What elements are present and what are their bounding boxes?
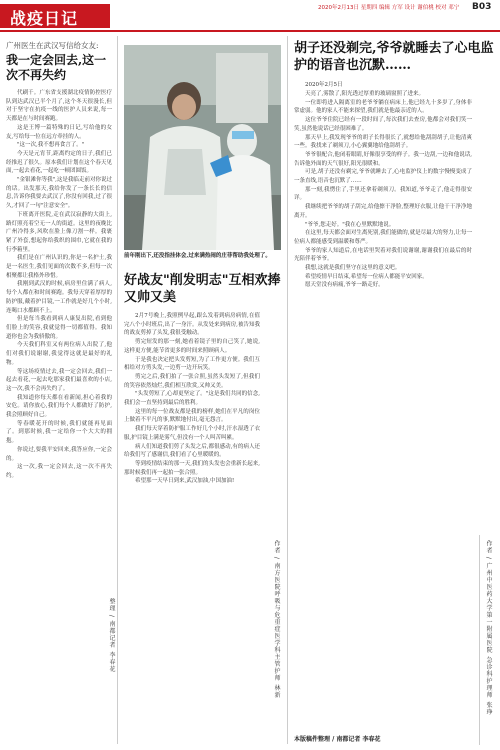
paragraph: 代刷千。广东省支援湖北疫情防控医疗队到达武汉已半个月了,这个冬天很漫长,但对于坚守在抗疫一线的医护人员来说,每一天都是在与时间赛跑。: [6, 90, 112, 123]
paragraph: 可是,胡子还没有剃完,爷爷就睡去了,心电监护仪上的数字慢慢变成了一条直线,语音也沉默了……: [294, 169, 472, 185]
article-middle: [124, 272, 281, 745]
paragraph: 那天早上,我发现爷爷的胡子长得很长了,就想给他刮刮胡子,让他清爽一些。我找来了剃须刀,小心翼翼地给他刮胡子。: [294, 134, 472, 150]
paragraph: 但是每当我看到病人康复出院,看到他们脸上的笑容,我就觉得一切都值得。我知道你也会为我骄傲的。: [6, 316, 112, 340]
paragraph: 我们每天穿着防护服工作好几个小时,汗水湿透了衣服,护目镜上满是雾气,但没有一个人叫苦叫累。: [124, 426, 260, 441]
article-title: 我一定会回去,这一次不再失约: [6, 53, 107, 82]
paragraph: "这一次,我不想再食言了。": [17, 142, 85, 149]
paragraph: 我刚到武汉的时候,病房里住满了病人,每个人都在和时间赛跑。我每天穿着厚厚的防护服,戴着护目镜,一工作就是好几个小时,连喝口水都顾不上。: [6, 281, 112, 314]
article-left: [6, 40, 112, 745]
paragraph: 这里的每一位战友都是我的榜样,她们在平凡的岗位上做着不平凡的事,默默地付出,毫无怨言。: [124, 408, 260, 424]
paragraph: 爷爷很配合,他闭着眼睛,好像很享受的样子。我一边刮,一边和他说话,告诉他外面的天气很好,阳光很暖和。: [294, 151, 472, 167]
paragraph: 这一次,我一定会回去,这一次不再失约。: [6, 464, 112, 479]
paragraph: 愿天堂没有病痛,爷爷一路走好。: [305, 282, 384, 289]
article-body: [6, 89, 112, 481]
paragraph: 希望疫情早日结束,希望每一位病人都能平安回家。: [305, 273, 428, 280]
masthead: [0, 0, 500, 30]
article-title: 胡子还没剃完,爷爷就睡去了心电监护的语音也沉默……: [294, 41, 494, 73]
paragraph: 你说过,要我平安回来,我答应你,一定会的。: [6, 446, 112, 462]
paragraph: "金银滩你等我",这是我临走前对你说过的话。出发那天,我给你发了一条长长的信息,告诉你我要去武汉了,你没有回我,过了很久,才回了一句"注意安全"。: [6, 177, 112, 210]
paragraph: 我继续把爷爷的胡子刮完,给他擦干净脸,整理好衣服,让他干干净净地离开。: [294, 204, 472, 219]
article-byline: 整理 / 南都记者 李春花: [108, 598, 115, 673]
article-right: [294, 40, 494, 745]
column-divider: [287, 36, 288, 744]
paragraph: 我们是在广州认识的,你是一名护士,我是一名医生,我们见面的次数不多,但每一次相聚都让我格外珍惜。: [6, 255, 112, 279]
paragraph: 我知道你每天都在看新闻,担心着我的安危。请你放心,我们每个人都做好了防护,我会照顾好自己。: [6, 394, 112, 419]
column-divider: [117, 36, 118, 744]
paragraph: 等春暖花开的时候,我们就能再见面了。到那时候,我一定给你一个大大的拥抱。: [6, 420, 112, 445]
photo-caption: 前年刚出下,还没指挂体会,过来满热闹的庄菲帮助我处理了。: [124, 253, 271, 259]
photo-image: [124, 45, 281, 250]
paragraph: 这位爷爷住院已经有一段时间了,每次我们去查房,他都会对我们笑一笑,虽然他说话已经很困难了。: [294, 117, 472, 132]
article-date: 2020年2月5日: [305, 82, 343, 88]
paragraph: 等到疫情结束的那一天,我们的头发也会重新长起来,那时候我们再一起拍一张合照。: [124, 460, 260, 476]
paragraph: 今天是元宵节,距离约定的日子,我们已经推迟了很久。原本我们计划在这个春天见面,一起去看花,一起吃一顿团圆饭。: [6, 150, 112, 175]
paragraph: 于是我也决定把头发剪短,为了工作更方便。我们互相给对方剪头发,一边剪一边开玩笑。: [124, 356, 260, 372]
paragraph: 剪完短发的那一刻,她看着镜子里的自己笑了,她说,这样更方便,能节省更多的时间来照顾病人。: [124, 339, 260, 354]
issue-meta: 2020年2月13日 星期四 编辑 方军 设计 谢伯桃 校对 邓宁: [318, 5, 460, 11]
article-byline: 作者 / 南方医院呼吸与危重症医学科主管护师 林新: [273, 540, 280, 699]
paragraph: "头发剪短了,心却更坚定了。"这是我们共同的信念,我们会一直坚持到最后的胜利。: [124, 391, 260, 407]
paragraph: 剪完之后,我们拍了一张合照,虽然头发短了,但我们的笑容依然灿烂,我们相互欣赏,又帅又美。: [124, 373, 260, 389]
news-photo: [124, 45, 281, 250]
article-body: [294, 90, 472, 290]
paragraph: 一位即将进入隔离室的老爷爷躺在病床上,他已经九十多岁了,身体非常虚弱。他的家人不能来探望,我们就是他最亲近的人。: [294, 99, 472, 115]
paragraph: "爷爷,您走好。"我在心里默默地说。: [305, 221, 395, 228]
article-body: [124, 312, 260, 486]
header-rule: [0, 30, 500, 32]
article-kicker: 广州医生在武汉写信给女友:: [6, 41, 99, 50]
paragraph: 2月7号晚上,我照例早起,跟么发着到病房病情,在值完八个小时班后,出了一身汗。从发处来到病房,被告知我的战友剪掉了头发,我很受触动。: [124, 313, 260, 337]
paragraph: 我想,这就是我们坚守在这里的意义吧。: [305, 265, 401, 272]
paragraph: 病人们知道我们剪了头发之后,都很感动,有的病人还给我们写了感谢信,我们看了心里暖暖的。: [124, 443, 260, 459]
paragraph: 下班离开医院,走在武汉寂静的大街上,路灯照亮着空无一人的街道。这里的夜晚比广州冷得多,风吹在脸上像刀割一样。我裹紧了外套,想起你给我织的围巾,它就在我的行李箱里。: [6, 211, 112, 253]
page-number: B03: [472, 2, 492, 12]
paragraph: 希望那一天早日到来,武汉加油,中国加油!: [135, 478, 235, 485]
section-badge: [0, 4, 110, 28]
paragraph: 等这场疫情过去,我一定会回去,我们一起去看花,一起去吃那家我们最喜欢的小店,这一次,我不会再失约了。: [6, 368, 112, 392]
paragraph: 那一刻,我愣住了,手里还拿着剃须刀。我知道,爷爷走了,他走得很安详。: [294, 186, 472, 202]
page-credit: 本版稿件整理 / 南都记者 李春花: [294, 736, 381, 743]
paragraph: 爷爷的家人知道后,在电话里哭着对我们说谢谢,谢谢我们在最后的时光陪伴着爷爷。: [294, 247, 472, 263]
paragraph: 天亮了,雾散了,阳光透过厚重的玻璃窗照了进来。: [305, 91, 424, 97]
section-title: 战疫日记: [10, 9, 79, 28]
article-byline: 作者 / 广州中医药大学第一附属医院 急诊科护理师 张琤: [485, 540, 492, 716]
paragraph: 在这里,每天都会面对生离死别,我们能做的,就是尽最大的努力,让每一位病人都能感受到温暖和尊严。: [294, 230, 472, 245]
paragraph: 今天我们科室又有两位病人出院了,他们对我们说谢谢,我觉得这就是最好的礼物。: [6, 342, 112, 366]
article-title: 好战友"削发明志"互相欢捧又帅又美: [124, 273, 281, 305]
paragraph: 这是王博一篇特殊的日记,写给他的女友,写给每一位在远方牵挂的人。: [6, 124, 112, 140]
